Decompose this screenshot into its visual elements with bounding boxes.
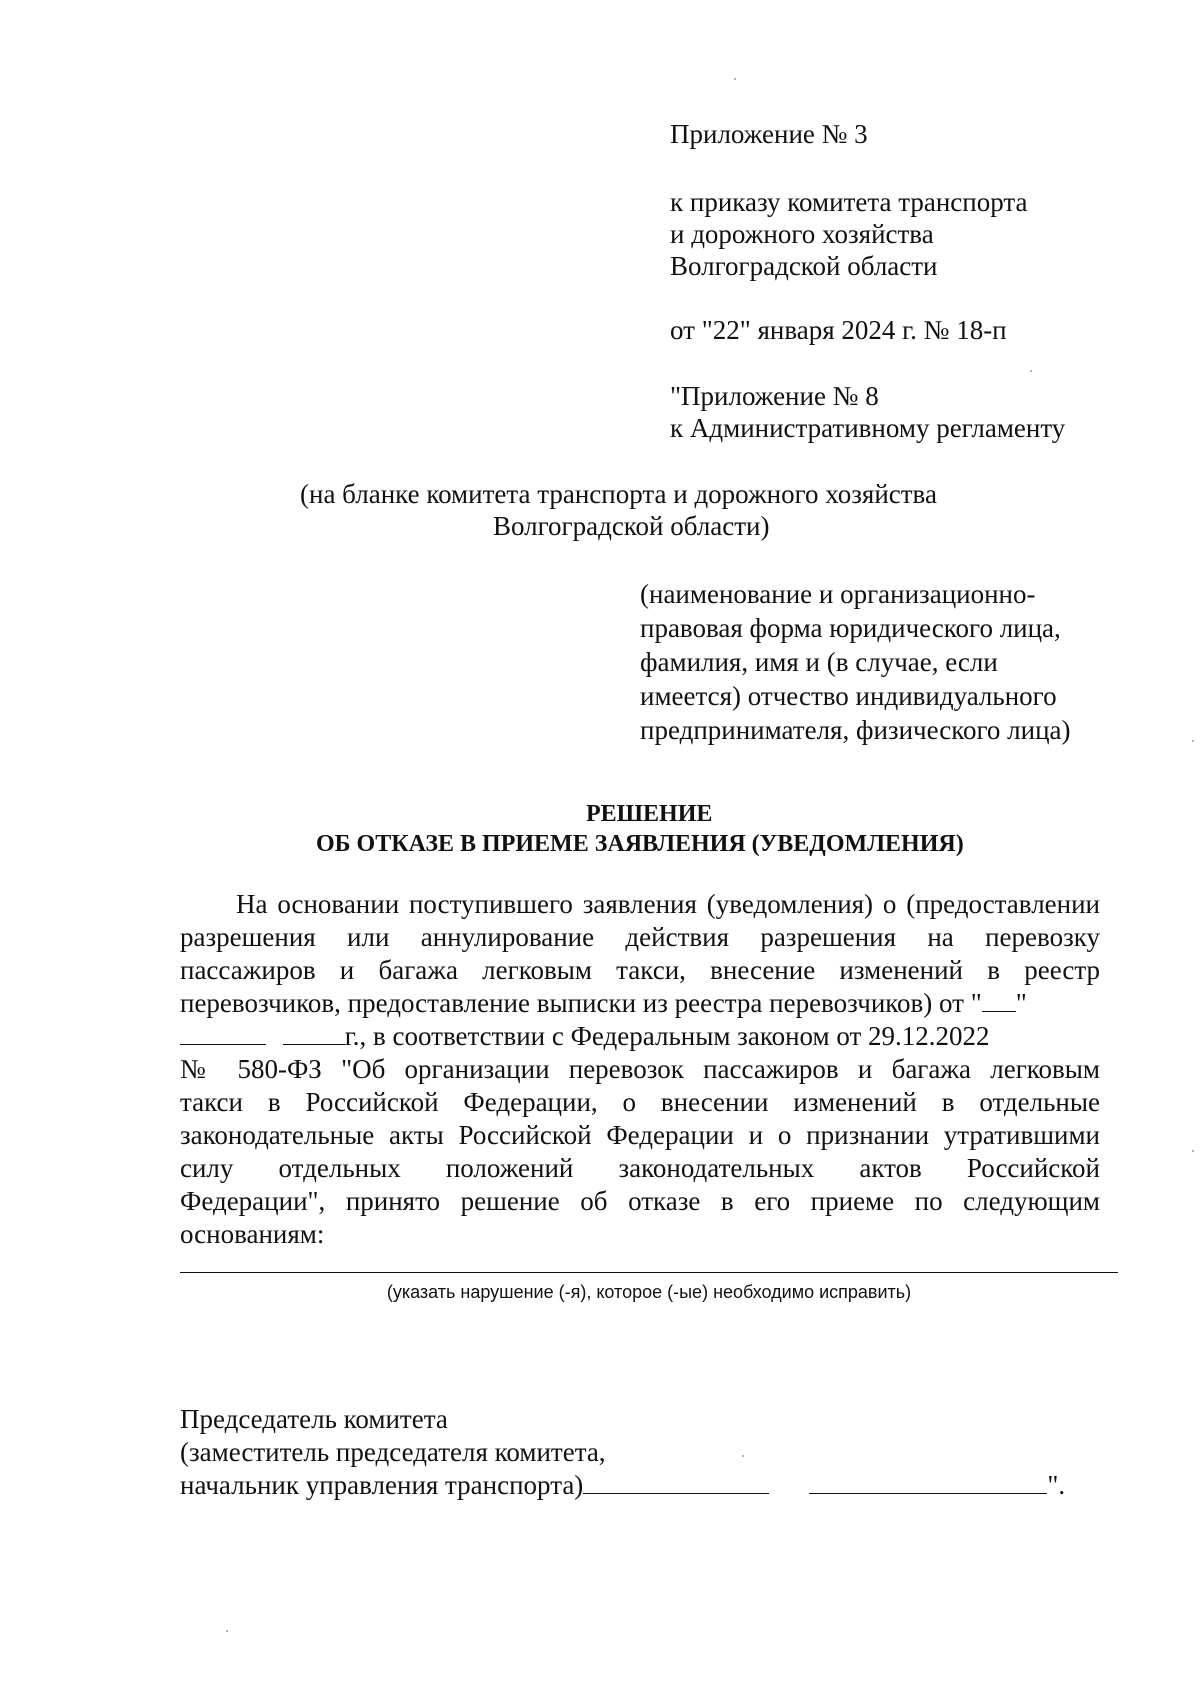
year-blank[interactable]: [283, 1020, 345, 1045]
addressee-line-1: (наименование и организационно-: [640, 579, 1036, 609]
violation-blank[interactable]: [180, 1272, 1118, 1273]
body-line-4: [180, 987, 1027, 1019]
regulation-appendix: "Приложение № 8: [670, 381, 879, 411]
violation-hint: (указать нарушение (-я), которое (-ые) необходимо исправить): [386, 1282, 912, 1302]
body-line-5: [180, 1020, 990, 1052]
scan-speck: [1192, 1150, 1194, 1152]
body-line-4-quote: ": [1015, 988, 1027, 1018]
scan-speck: [226, 1630, 228, 1632]
addressee-line-3: фамилия, имя и (в случае, если: [640, 647, 998, 677]
body-line-2: разрешения или аннулирование действия разрешения на перевозку: [180, 922, 1100, 952]
body-line-1: На основании поступившего заявления (уведомления) о (предоставлении: [236, 889, 1100, 919]
signature-line-3: [180, 1469, 1065, 1501]
body-line-4-text: перевозчиков, предоставление выписки из реестра перевозчиков) от ": [180, 988, 982, 1018]
body-line-10: Федерации", принято решение об отказе в его приеме по следующим: [180, 1186, 1100, 1216]
name-blank[interactable]: [809, 1469, 1047, 1494]
body-line-3: пассажиров и багажа легковым такси, внесение изменений в реестр: [180, 955, 1100, 985]
day-blank[interactable]: [982, 987, 1016, 1012]
regulation-line: к Административному регламенту: [670, 413, 1066, 443]
order-line-1: к приказу комитета транспорта: [670, 187, 1028, 217]
signature-line-1: Председатель комитета: [180, 1404, 448, 1434]
scan-speck: [1192, 740, 1194, 742]
signature-position: начальник управления транспорта): [180, 1470, 584, 1500]
body-line-5-text: г., в соответствии с Федеральным законом от 29.12.2022: [344, 1021, 990, 1051]
order-line-2: и дорожного хозяйства: [670, 219, 934, 249]
scan-speck: [742, 1455, 744, 1457]
month-blank[interactable]: [180, 1020, 266, 1045]
signature-closing: ".: [1047, 1470, 1066, 1500]
addressee-line-2: правовая форма юридического лица,: [640, 613, 1061, 643]
order-date: от "22" января 2024 г. № 18-п: [670, 315, 1007, 345]
body-line-11: основаниям:: [180, 1219, 325, 1249]
body-line-9: силу отдельных положений законодательных актов Российской: [180, 1153, 1100, 1183]
body-line-8: законодательные акты Российской Федерации и о признании утратившими: [180, 1120, 1100, 1150]
document-title: РЕШЕНИЕ: [586, 801, 713, 827]
scan-speck: [1030, 370, 1032, 372]
addressee-line-4: имеется) отчество индивидуального: [640, 681, 1057, 711]
order-line-3: Волгоградской области: [670, 251, 938, 281]
body-line-6: № 580-ФЗ "Об организации перевозок пассажиров и багажа легковым: [180, 1054, 1100, 1084]
signature-blank[interactable]: [583, 1469, 769, 1494]
scan-speck: [734, 78, 736, 80]
letterhead-line-1: (на бланке комитета транспорта и дорожного хозяйства: [300, 479, 937, 509]
letterhead-line-2: Волгоградской области): [493, 511, 770, 541]
signature-line-2: (заместитель председателя комитета,: [180, 1437, 606, 1467]
appendix-number: Приложение № 3: [670, 119, 868, 149]
addressee-line-5: предпринимателя, физического лица): [640, 715, 1071, 745]
body-line-7: такси в Российской Федерации, о внесении изменений в отдельные: [180, 1087, 1100, 1117]
document-subtitle: ОБ ОТКАЗЕ В ПРИЕМЕ ЗАЯВЛЕНИЯ (УВЕДОМЛЕНИЯ): [316, 831, 964, 857]
